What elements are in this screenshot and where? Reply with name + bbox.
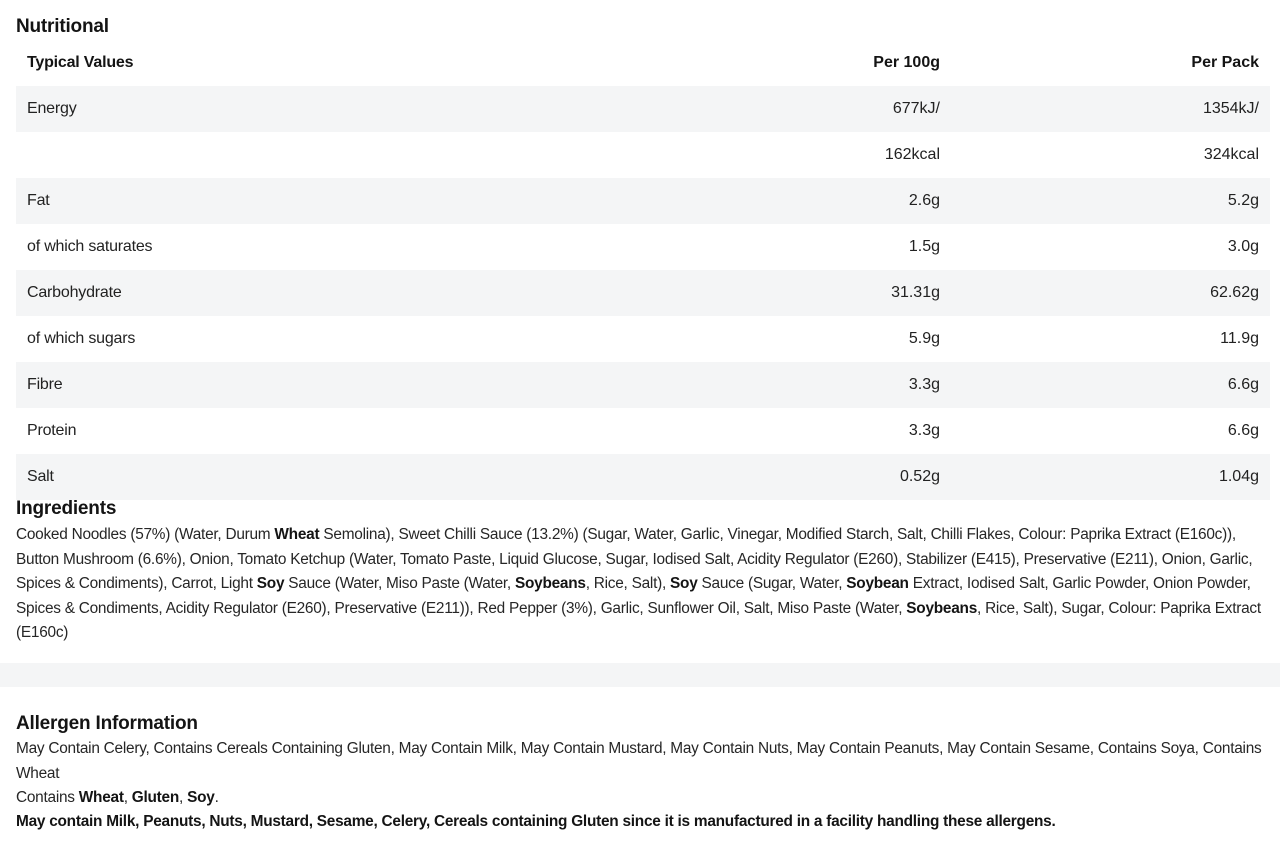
ingredient-allergen: Soybeans [514,575,586,593]
ingredient-segment: Extract, Iodised Salt, Garlic Powder, Onion Powder, Spices & Condiments, Acidity Regulator (E260), Preservative (E211)), Red Pepper (3%), Garlic, Sunflower Oil, Salt, Miso Paste (Water, [16,575,1251,617]
nutrition-row [16,178,1270,224]
nutrition-row-per-100g: 2.6g [908,192,940,209]
nutrition-row [16,224,1270,270]
ingredient-allergen: Wheat [274,526,320,543]
nutrition-row-per-100g: 677kJ/ [892,100,940,117]
nutrition-row-per-pack: 62.62g [1210,284,1259,301]
nutrition-row-per-pack: 1354kJ/ [1202,100,1259,117]
allergen-summary-prefix: Contains [16,789,79,806]
nutrition-row-label: Energy [27,100,77,117]
ingredient-segment: Semolina), Sweet Chilli Sauce (13.2%) (Sugar, Water, Garlic, Vinegar, Modified Starch, Salt, Chilli Flakes, Colour: Paprika Extract (E160c)), Button Mushroom (6.6%), Onion, Tomato Ketchup (Water, Tomato Paste, Liquid Glucose, Sugar, Iodised Salt, Acidity Regulator (E260), Stabilizer (E415), Preservative (E211), Onion, Garlic, Spices & Condiments), Carrot, Light [16,526,1253,593]
nutrition-row-per-100g: 162kcal [884,146,940,163]
ingredient-segment: Cooked Noodles (57%) (Water, Durum [16,526,275,543]
allergen-sep: , [123,789,132,806]
nutrition-row-per-pack: 3.0g [1227,238,1259,255]
nutrition-row-label: Fat [27,192,50,209]
nutrition-row-per-100g: 1.5g [908,238,940,255]
nutrition-row-label: Carbohydrate [27,284,122,301]
nutrition-row-label: Salt [27,468,54,485]
nutrition-row [16,316,1270,362]
ingredient-segment: , Rice, Salt), Sugar, Colour: Paprika Extract (E160c) [16,599,1261,642]
nutrition-row-per-pack: 324kcal [1203,146,1259,163]
nutrition-row [16,454,1270,500]
allergen-contains-summary [16,786,1276,811]
allergen-gluten: Gluten [131,789,180,806]
nutrition-row-label: Protein [27,422,77,439]
nutrition-row [16,132,1270,178]
nutrition-row-label: of which sugars [27,330,136,347]
allergen-summary-end: . [214,789,219,806]
nutrition-row-per-100g: 0.52g [899,468,940,485]
ingredient-allergen: Soy [670,575,698,593]
allergen-wheat: Wheat [78,789,124,806]
nutrition-row [16,408,1270,454]
nutrition-row-per-pack: 5.2g [1227,192,1259,209]
header-per-pack: Per Pack [1191,54,1259,71]
ingredients-title: Ingredients [16,498,117,519]
nutrition-row-per-pack: 1.04g [1218,468,1259,485]
nutrition-row-per-100g: 31.31g [891,284,940,301]
allergen-title: Allergen Information [16,713,198,734]
ingredient-allergen: Soybean [846,575,909,593]
allergen-may-contain-warning: May contain Milk, Peanuts, Nuts, Mustard, Sesame, Celery, Cereals containing Gluten since it is manufactured in a facility handling these allergens. [16,813,1056,830]
header-per-100g: Per 100g [873,54,940,71]
nutrition-title: Nutritional [16,16,109,37]
ingredient-segment: Sauce (Sugar, Water, [697,575,847,593]
ingredient-allergen: Soybeans [906,599,978,617]
allergen-soy: Soy [187,789,215,806]
allergen-sep: , [179,789,188,806]
nutrition-table-header [16,40,1270,86]
nutrition-rows [16,86,1270,500]
nutrition-row-per-pack: 6.6g [1227,376,1259,393]
ingredient-segment: , Rice, Salt), [585,575,671,593]
nutrition-row-per-100g: 3.3g [908,376,940,393]
nutrition-row-per-100g: 3.3g [908,422,940,439]
allergen-contains-list: May Contain Celery, Contains Cereals Containing Gluten, May Contain Milk, May Contain Mustard, May Contain Nuts, May Contain Peanuts, May Contain Sesame, Contains Soya, Contains Wheat [16,740,1262,782]
ingredient-segment: Sauce (Water, Miso Paste (Water, [284,575,515,593]
nutrition-row [16,270,1270,316]
nutrition-row-per-100g: 5.9g [908,330,940,347]
nutrition-row-per-pack: 6.6g [1227,422,1259,439]
nutrition-row-label: Fibre [27,376,63,393]
ingredient-allergen: Soy [256,575,285,593]
nutrition-row [16,362,1270,408]
section-divider [0,663,1280,687]
nutrition-table [16,40,1270,500]
header-typical-values: Typical Values [27,54,134,71]
nutrition-row-per-pack: 11.9g [1220,330,1259,347]
nutrition-row [16,86,1270,132]
ingredients-text [16,523,1274,646]
nutrition-row-label: of which saturates [27,238,153,255]
